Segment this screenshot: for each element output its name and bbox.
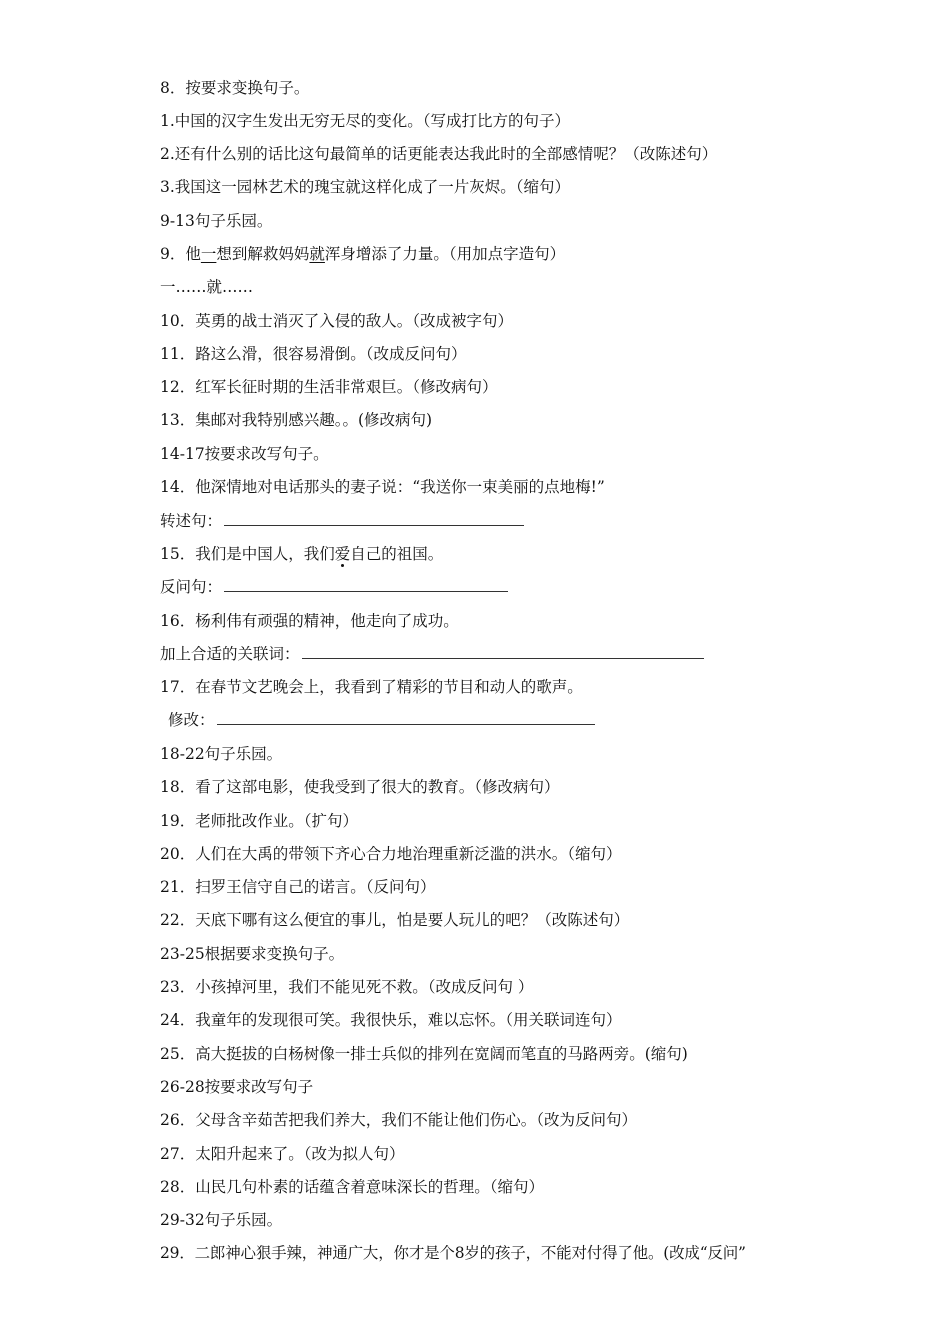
question-2: 2.还有什么别的话比这句最简单的话更能表达我此时的全部感情呢？（改陈述句） xyxy=(160,145,718,163)
question-1: 1.中国的汉字生发出无穷无尽的变化。（写成打比方的句子） xyxy=(160,112,571,130)
question-25: 25．高大挺拔的白杨树像一排士兵似的排列在宽阔而笔直的马路两旁。(缩句) xyxy=(160,1045,688,1063)
answer-blank-15[interactable] xyxy=(224,577,508,592)
question-15-text-a: 15．我们是中国人，我们 xyxy=(160,545,335,563)
question-19: 19．老师批改作业。（扩句） xyxy=(160,812,358,830)
question-23: 23．小孩掉河里，我们不能见死不救。（改成反问句 ） xyxy=(160,978,534,996)
section-heading-23-25: 23-25根据要求变换句子。 xyxy=(160,945,345,963)
question-9-pattern: 一……就…… xyxy=(160,278,254,296)
question-17: 17．在春节文艺晚会上，我看到了精彩的节目和动人的歌声。 xyxy=(160,678,583,696)
answer-line-14 xyxy=(160,511,524,531)
answer-label-rhetorical: 反问句： xyxy=(160,578,223,596)
answer-label-reported-speech: 转述句： xyxy=(160,512,223,530)
question-9-text-e: 浑身增添了力量。（用加点字造句） xyxy=(324,245,566,263)
question-26: 26．父母含辛茹苦把我们养大，我们不能让他们伤心。（改为反问句） xyxy=(160,1111,637,1129)
question-20: 20．人们在大禹的带领下齐心合力地治理重新泛滥的洪水。（缩句） xyxy=(160,845,622,863)
section-heading-9-13: 9-13句子乐园。 xyxy=(160,212,273,230)
answer-blank-14[interactable] xyxy=(224,511,524,526)
question-11: 11．路这么滑，很容易滑倒。（改成反问句） xyxy=(160,345,467,363)
question-12: 12．红军长征时期的生活非常艰巨。（修改病句） xyxy=(160,378,498,396)
section-heading-26-28: 26-28按要求改写句子 xyxy=(160,1078,314,1096)
question-9-emphasis-yi: 一 xyxy=(200,245,217,263)
question-15-text-c: 自己的祖国。 xyxy=(350,545,444,563)
question-3: 3.我国这一园林艺术的瑰宝就这样化成了一片灰烬。（缩句） xyxy=(160,178,571,196)
section-heading-18-22: 18-22句子乐园。 xyxy=(160,745,283,763)
answer-blank-16[interactable] xyxy=(302,644,704,659)
question-13: 13．集邮对我特别感兴趣。。(修改病句) xyxy=(160,411,433,429)
question-15 xyxy=(160,544,443,564)
question-9-emphasis-jiu: 就 xyxy=(309,245,325,263)
section-heading-14-17: 14-17按要求改写句子。 xyxy=(160,445,329,463)
question-15-dotted-char: 爱 xyxy=(334,545,351,563)
question-18: 18．看了这部电影，使我受到了很大的教育。（修改病句） xyxy=(160,778,560,796)
answer-line-15 xyxy=(160,577,508,597)
question-10: 10．英勇的战士消灭了入侵的敌人。（改成被字句） xyxy=(160,312,513,330)
question-27: 27．太阳升起来了。（改为拟人句） xyxy=(160,1145,405,1163)
question-28: 28．山民几句朴素的话蕴含着意味深长的哲理。（缩句） xyxy=(160,1178,544,1196)
section-heading-8: 8．按要求变换句子。 xyxy=(160,79,310,97)
question-21: 21．扫罗王信守自己的诺言。（反问句） xyxy=(160,878,436,896)
question-9-text-c: 想到解救妈妈 xyxy=(216,245,310,263)
answer-label-revise: 修改： xyxy=(168,711,215,729)
answer-blank-17[interactable] xyxy=(217,710,595,725)
section-heading-29-32: 29-32句子乐园。 xyxy=(160,1211,283,1229)
question-9-text-a: 9．他 xyxy=(160,245,201,263)
question-29: 29．二郎神心狠手辣，神通广大，你才是个8岁的孩子，不能对付得了他。(改成“反问” xyxy=(160,1244,746,1262)
question-22: 22．天底下哪有这么便宜的事儿，怕是要人玩儿的吧？（改陈述句） xyxy=(160,911,630,929)
question-14: 14．他深情地对电话那头的妻子说：“我送你一束美丽的点地梅!” xyxy=(160,478,605,496)
answer-line-17 xyxy=(168,710,595,730)
question-16: 16．杨利伟有顽强的精神，他走向了成功。 xyxy=(160,612,459,630)
question-24: 24．我童年的发现很可笑。我很快乐，难以忘怀。（用关联词连句） xyxy=(160,1011,622,1029)
question-9 xyxy=(160,244,565,264)
answer-label-conjunction: 加上合适的关联词： xyxy=(160,645,300,663)
answer-line-16 xyxy=(160,644,704,664)
